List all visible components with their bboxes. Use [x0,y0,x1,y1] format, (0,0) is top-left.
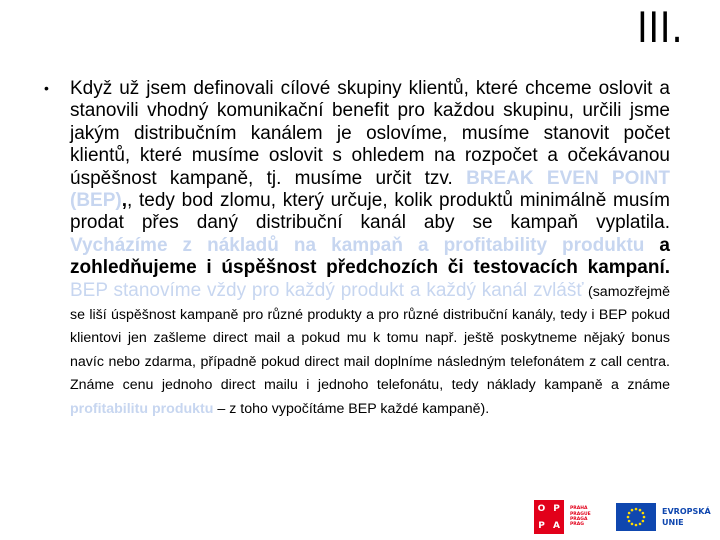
small-explanation-part-2: – z toho vypočítáme BEP každé kampaně). [213,400,490,417]
body-text-part-3: a [644,234,670,256]
small-explanation-part-1: (samozřejmě se liší úspěšnost kampaně pro různé produkty a pro různé distribuční kanály, tedy i BEP pokud klientovi jen zašleme direct mail a pokud mu k tomu např. ještě poskytneme nějaký bonus navíc nebo zdarma, případně pokud direct mail doplníme následným telefonátem z call centra. Známe cenu jednoho direct mailu i jednoho telefonátu, tedy náklady kampaně a známe [70,283,670,394]
body-text-part-2: , tedy bod zlomu, který určuje, kolik produktů minimálně musím prodat přes daný distribuční kanál aby se kampaň vyplatila. [70,190,670,234]
praha-line: PRAGUE [570,511,591,517]
opp-letter: O [537,503,546,514]
slide-title-fragment: III. [637,3,684,52]
body-paragraph [70,78,670,420]
body-text-part-2-comma: , [121,190,128,212]
eu-flag-icon [616,503,656,531]
body-text-part-1: Když už jsem definovali cílové skupiny klientů, které chceme oslovit a stanovili vhodný komunikační benefit pro každou skupinu, určili jsme jakým distribučním kanálem je oslovíme, musíme stanovit počet klientů, které musíme oslovit s ohledem na rozpočet a očekávanou úspěšnost kampaně, tj. musíme určit tzv. [70,78,670,189]
eu-label-line-1: EVROPSKÁ [662,507,711,516]
bep-term-highlight: BREAK EVEN POINT (BEP) [70,167,670,212]
praha-line: PRAHA [570,506,588,512]
opp-logo [534,500,564,534]
praha-line: PRAG [570,522,584,528]
eu-label [662,506,711,528]
eu-label-line-2: UNIE [662,518,684,527]
footer-logos [534,498,714,536]
profitability-highlight: profitabilitu produktu [70,400,214,417]
costs-profitability-highlight: Vycházíme z nákladů na kampaň a profitability produktu [70,234,645,256]
bullet-marker: • [44,80,49,96]
opp-letter: A [553,520,560,531]
bep-per-product-highlight: BEP stanovíme vždy pro každý produkt a každý kanál zvlášť [70,279,584,301]
praha-logo [570,500,610,534]
previous-campaigns-bold: zohledňujeme i úspěšnost předchozích či testovacích kampaní. [70,257,670,279]
opp-letter: P [553,503,560,514]
praha-line: PRAGA [570,517,588,522]
opp-letter: P [538,520,545,531]
